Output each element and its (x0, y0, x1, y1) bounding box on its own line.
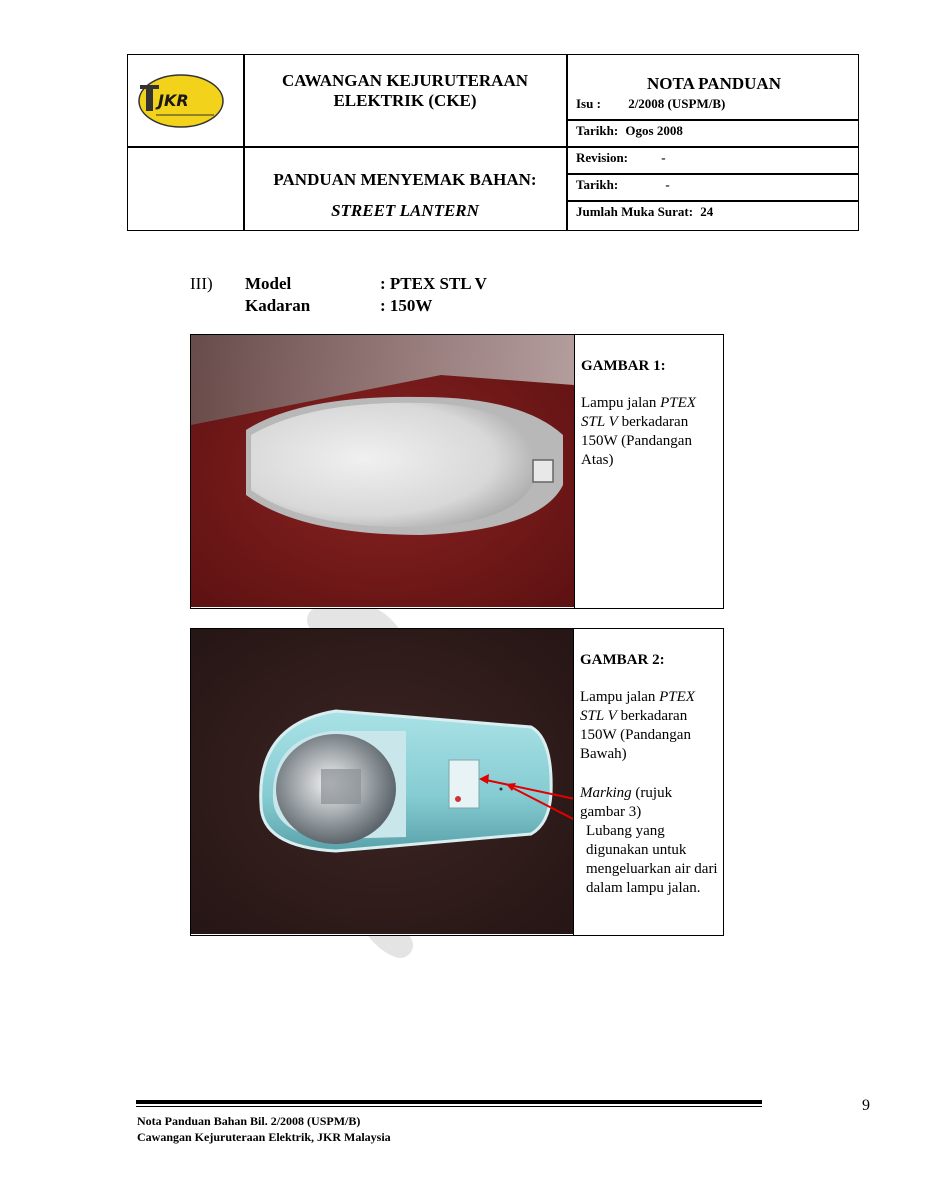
footer-line2: Cawangan Kejuruteraan Elektrik, JKR Malaysia (137, 1130, 391, 1144)
spec-numeral: III) (190, 274, 213, 293)
footer-rule-thick (136, 1100, 762, 1104)
arrow-annotations (191, 629, 573, 934)
tarikh1-value: Ogos 2008 (625, 123, 683, 138)
header-table (127, 54, 859, 231)
doc-type: NOTA PANDUAN (647, 74, 781, 93)
pages-label: Jumlah Muka Surat: (576, 204, 694, 219)
figure-2-text: Lampu jalan PTEX STL V berkadaran 150W (Pandangan Bawah) (580, 689, 695, 762)
guide-title: PANDUAN MENYEMAK BAHAN: (273, 170, 537, 189)
revision-value: - (661, 150, 666, 165)
model-value: : PTEX STL V (380, 274, 487, 293)
rating-value: : 150W (380, 296, 433, 315)
figure-1-title: GAMBAR 1: (581, 358, 666, 374)
jkr-logo (136, 71, 236, 131)
isu-value: 2/2008 (USPM/B) (628, 96, 726, 111)
tarikh1-label: Tarikh: (576, 123, 619, 138)
photo-lantern-top (191, 335, 575, 608)
hole-note: Lubang yang digunakan untuk mengeluarkan air dari dalam lampu jalan. (586, 823, 718, 896)
guide-subtitle: STREET LANTERN (331, 201, 479, 220)
marking-note: Marking (rujuk gambar 3) (580, 785, 673, 820)
tarikh2-value: - (665, 177, 670, 192)
figure-1 (190, 334, 724, 609)
org-line2: ELEKTRIK (CKE) (333, 91, 477, 110)
figure-2-title: GAMBAR 2: (580, 652, 665, 668)
logo-text: JKR (158, 91, 189, 110)
footer-rule-thin (136, 1106, 762, 1107)
figure-1-text: Lampu jalan PTEX STL V berkadaran 150W (Pandangan Atas) (581, 395, 696, 468)
revision-label: Revision: (576, 150, 628, 165)
isu-label: Isu : (576, 96, 601, 111)
pages-value: 24 (700, 204, 714, 219)
tarikh2-label: Tarikh: (576, 177, 619, 192)
rating-label: Kadaran (245, 296, 311, 315)
footer-line1: Nota Panduan Bahan Bil. 2/2008 (USPM/B) (137, 1114, 361, 1128)
org-line1: CAWANGAN KEJURUTERAAN (281, 71, 529, 90)
photo-lantern-bottom (191, 629, 574, 935)
model-label: Model (245, 274, 292, 293)
figure-2 (190, 628, 724, 936)
page-number: 9 (862, 1097, 870, 1114)
